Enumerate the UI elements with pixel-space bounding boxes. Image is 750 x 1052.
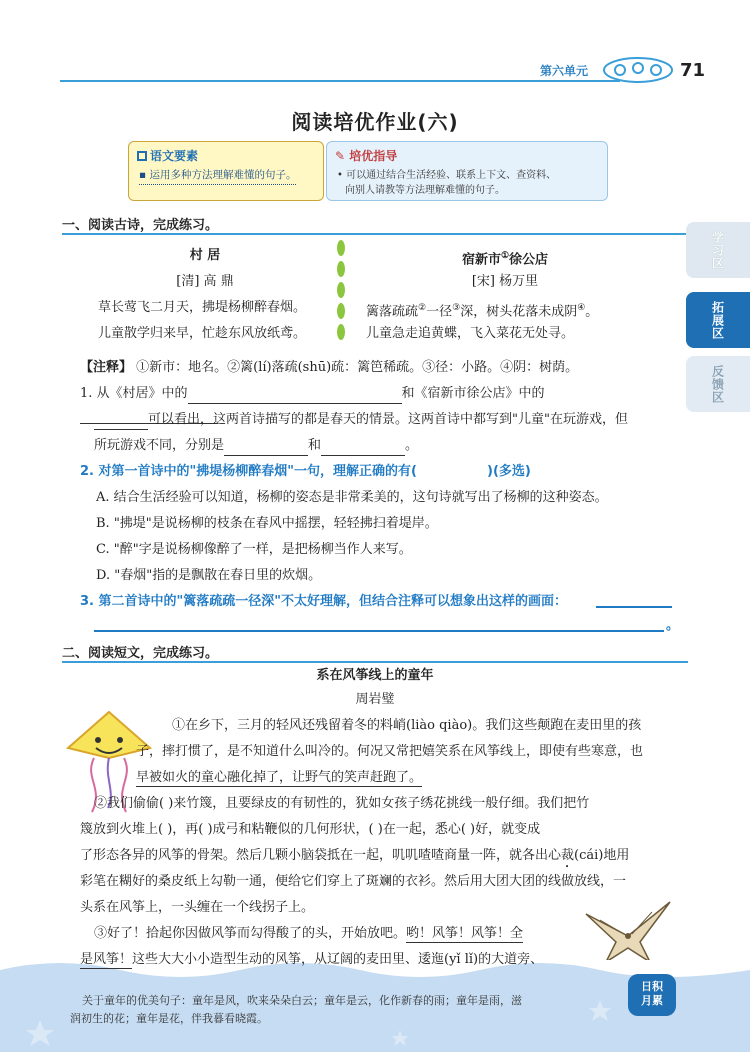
p1c-text: 早被如火的童心融化掉了，让野气的笑声赶跑了。 — [136, 770, 423, 785]
notes-text: ①新市：地名。②篱(lí)落疏(shū)疏：篱笆稀疏。③径：小路。④阴：树荫。 — [136, 360, 579, 375]
q1-blank-1[interactable] — [188, 390, 402, 404]
question-2-stem — [80, 462, 531, 482]
section-2-heading: 二、阅读短文，完成练习。 — [62, 646, 219, 661]
tips-heading — [335, 147, 397, 164]
poem-2-title-b: 徐公店 — [509, 252, 549, 268]
eagle-kite-icon — [580, 896, 676, 966]
p2l1-b: 一径 — [426, 304, 453, 320]
q1-e: 和 — [308, 438, 322, 453]
footer-quote — [70, 992, 680, 1028]
tips-box — [326, 141, 608, 201]
page-number: 71 — [680, 60, 706, 81]
p2l1-d: 。 — [585, 304, 599, 320]
p2l1-a: 篱落疏疏 — [366, 304, 419, 320]
poem-1-line-1: 草长莺飞二月天，拂堤杨柳醉春烟。 — [98, 300, 307, 315]
tips-title: 培优指导 — [349, 149, 398, 163]
q3-end: 。 — [666, 618, 680, 633]
question-1-line-2 — [94, 410, 694, 430]
article-p2-line-2: 篾放到火堆上( )，再( )成弓和粘鞭似的几何形状，( )在一起，悉心( )好，就变成 — [80, 822, 541, 837]
language-element-text: ▪ 运用多种方法理解难懂的句子。 — [139, 168, 296, 185]
leaf-divider-icon — [334, 238, 348, 348]
q1-d: 所玩游戏不同，分别是 — [94, 438, 225, 453]
unit-label: 第六单元 — [540, 64, 589, 78]
poem-1-line-2: 儿童散学归来早，忙趁东风放纸鸢。 — [98, 326, 307, 341]
article-p1-line-1: ①在乡下，三月的轻风还残留着冬的料峭(liào qiào)。我们这些颠跑在麦田里的孩 — [172, 718, 642, 733]
q1-b: 和《宿新市徐公店》中的 — [401, 386, 545, 401]
q3-blank-2[interactable] — [94, 630, 664, 632]
tips-line-1: • 可以通过结合生活经验、联系上下文、查资料、 — [337, 170, 557, 181]
article-p2-line-1: ②我们偷偷( )来竹篾，且要绿皮的有韧性的，犹如女孩子绣花挑线一般仔细。我们把竹 — [94, 796, 590, 811]
poem-2-line-1 — [366, 298, 598, 322]
article-p1-line-3 — [136, 768, 422, 788]
question-3-stem: 3. 第二首诗中的"篱落疏疏一径深"不太好理解，但结合注释可以想象出这样的画面： — [80, 594, 568, 609]
q2-stem-b: )(多选) — [487, 464, 531, 479]
section-1-rule — [62, 233, 688, 235]
poem-2-title-a: 宿新市 — [461, 252, 501, 268]
article-p2-line-3 — [80, 846, 629, 871]
badge-line-2: 月累 — [641, 994, 663, 1007]
language-element-heading — [137, 147, 198, 164]
question-1-line-3 — [94, 436, 694, 456]
q1-a: 1. 从《村居》中的 — [80, 386, 188, 401]
tips-line-2: 向别人请教等方法理解难懂的句子。 — [345, 185, 505, 196]
tab-feedback-area[interactable] — [686, 356, 750, 412]
q1-f: 。 — [405, 438, 419, 453]
notes-label: 【注释】 — [80, 360, 133, 375]
tab-study-area[interactable] — [686, 222, 750, 278]
page-title: 阅读培优作业(六) — [291, 110, 459, 134]
q2-option-c[interactable]: C. "醉"字是说杨柳像醉了一样，是把杨柳当作人来写。 — [96, 542, 412, 557]
q2-option-b[interactable]: B. "拂堤"是说杨柳的枝条在春风中摇摆，轻轻拂扫着堤岸。 — [96, 516, 438, 531]
p2l1-sup4: ④ — [577, 303, 586, 313]
q1-blank-4[interactable] — [224, 442, 308, 456]
article-author: 周岩璧 — [355, 692, 395, 707]
poem-1-author: [清] 高 鼎 — [176, 274, 234, 289]
tab-extension-area[interactable] — [686, 292, 750, 348]
badge-line-1: 日积 — [641, 980, 663, 993]
q1-blank-5[interactable] — [321, 442, 405, 456]
p2c-a: 了形态各异的风筝的骨架。然后几颗小脑袋抵在一起，叽叽喳喳商量一阵，就各出心 — [80, 848, 562, 863]
language-element-title: 语文要素 — [150, 149, 199, 163]
p3b-a: 是风筝！ — [80, 952, 133, 967]
article-p3-line-1 — [94, 924, 523, 944]
book-icon — [137, 151, 147, 161]
poem-2-title — [360, 246, 650, 270]
p2c-c: (cái)地用 — [574, 848, 630, 863]
poem-1-title: 村 居 — [189, 248, 221, 263]
article-p3-line-2 — [80, 950, 543, 970]
article-p1-line-2 — [136, 742, 643, 762]
tab-study-label: 学习区 — [710, 230, 725, 270]
section-1-heading: 一、阅读古诗，完成练习。 — [62, 218, 219, 233]
p2l1-sup3: ③ — [452, 303, 461, 313]
p2l1-c: 深，树头花落未成阴 — [460, 304, 578, 320]
cloud-decoration-icon — [602, 54, 674, 84]
poem-2-title-sup: ① — [500, 251, 510, 261]
p3a-a: ③好了！拾起你因做风筝而勾得酸了的头，开始放吧。 — [94, 926, 407, 941]
footer-line-2: 润初生的花；童年是花，伴我暮看晓霞。 — [70, 1012, 268, 1025]
article-p2-line-5: 头系在风筝上，一头缠在一个线拐子上。 — [80, 900, 315, 915]
daily-accumulation-badge — [628, 974, 676, 1016]
p2l1-sup2: ② — [418, 303, 427, 313]
q2-option-a[interactable]: A. 结合生活经验可以知道，杨柳的姿态是非常柔美的，这句诗就写出了杨柳的这种姿态。 — [96, 490, 608, 505]
q1-blank-3[interactable] — [94, 416, 148, 430]
tips-text — [337, 168, 556, 198]
pencil-icon: ✎ — [335, 149, 346, 163]
article-title: 系在风筝线上的童年 — [316, 668, 434, 683]
q2-stem-a: 2. 对第一首诗中的"拂堤杨柳醉春烟"一句，理解正确的有( — [80, 464, 417, 479]
tab-feedback-label: 反馈区 — [710, 364, 725, 404]
section-2-rule — [62, 661, 688, 663]
p3a-b: 哟！风筝！风筝！全 — [406, 926, 524, 941]
article-p2-line-4: 彩笔在糊好的桑皮纸上勾勒一通，便给它们穿上了斑斓的衣衫。然后用大团大团的线做放线，一 — [80, 874, 627, 889]
q1-c: 可以看出，这两首诗描写的都是春天的情景。这两首诗中都写到"儿童"在玩游戏，但 — [148, 412, 628, 427]
header-rule — [60, 80, 620, 82]
poem-2-author: [宋] 杨万里 — [471, 274, 539, 289]
poem-2-line-2: 儿童急走追黄蝶，飞入菜花无处寻。 — [366, 326, 575, 341]
p2c-b: 裁 — [561, 848, 575, 863]
q3-blank-1[interactable] — [596, 606, 672, 608]
language-element-box — [128, 141, 324, 201]
footer-line-1: 关于童年的优美句子：童年是风，吹来朵朵白云；童年是云，化作新春的雨；童年是雨，滋 — [82, 994, 522, 1007]
tab-extension-label: 拓展区 — [710, 300, 725, 340]
q2-option-d[interactable]: D. "春烟"指的是飘散在春日里的炊烟。 — [96, 568, 322, 583]
language-element-body: 运用多种方法理解难懂的句子。 — [149, 169, 297, 181]
p3b-b: 这些大大小小造型生动的风筝，从辽阔的麦田里、逶迤(yǐ lǐ)的大道旁、 — [132, 952, 544, 967]
notes — [80, 358, 578, 378]
p1b-text: 子，摔打惯了，是不知道什么叫冷的。何况又常把嬉笑系在风筝线上，即使有些寒意，也 — [136, 744, 644, 759]
